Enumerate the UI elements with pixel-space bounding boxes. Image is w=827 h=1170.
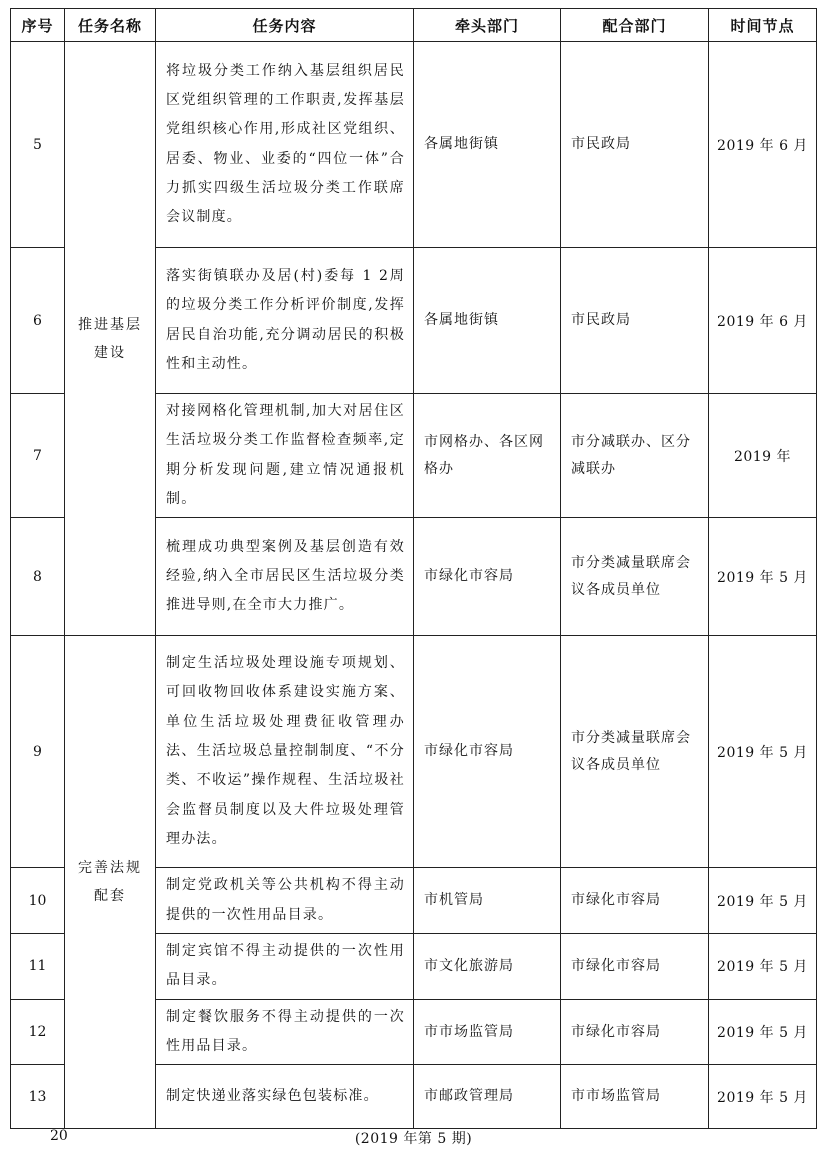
table-header-row <box>11 9 817 42</box>
header-num: 序号 <box>11 9 65 42</box>
header-task-name: 任务名称 <box>65 9 156 42</box>
row-time-node: 2019 年 6 月 <box>709 248 817 394</box>
task-table <box>10 8 817 1129</box>
row-time-node: 2019 年 5 月 <box>709 518 817 636</box>
issue-label: (2019 年第 5 期) <box>354 1131 473 1147</box>
row-num: 9 <box>11 636 65 868</box>
row-lead-dept: 市邮政管理局 <box>414 1065 561 1129</box>
row-lead-dept: 市文化旅游局 <box>414 934 561 1000</box>
row-num: 10 <box>11 868 65 934</box>
row-num: 7 <box>11 394 65 518</box>
row-coop-dept: 市绿化市容局 <box>561 868 709 934</box>
row-content: 制定党政机关等公共机构不得主动提供的一次性用品目录。 <box>156 868 414 934</box>
row-coop-dept: 市绿化市容局 <box>561 934 709 1000</box>
row-coop-dept: 市市场监管局 <box>561 1065 709 1129</box>
row-content: 制定宾馆不得主动提供的一次性用品目录。 <box>156 934 414 1000</box>
page-number: 20 <box>50 1128 68 1144</box>
row-time-node: 2019 年 6 月 <box>709 42 817 248</box>
row-content: 制定餐饮服务不得主动提供的一次性用品目录。 <box>156 999 414 1065</box>
row-coop-dept: 市民政局 <box>561 248 709 394</box>
row-time-node: 2019 年 5 月 <box>709 636 817 868</box>
row-num: 6 <box>11 248 65 394</box>
row-num: 5 <box>11 42 65 248</box>
header-coop-dept: 配合部门 <box>561 9 709 42</box>
header-time-node: 时间节点 <box>709 9 817 42</box>
table-row <box>11 42 817 248</box>
table-row <box>11 636 817 868</box>
row-content: 制定生活垃圾处理设施专项规划、可回收物回收体系建设实施方案、单位生活垃圾处理费征收管理办法、生活垃圾总量控制制度、“不分类、不收运”操作规程、生活垃圾社会监督员制度以及大件垃圾处理管理办法。 <box>156 636 414 868</box>
row-num: 13 <box>11 1065 65 1129</box>
row-num: 11 <box>11 934 65 1000</box>
row-time-node: 2019 年 5 月 <box>709 868 817 934</box>
row-time-node: 2019 年 5 月 <box>709 999 817 1065</box>
row-num: 12 <box>11 999 65 1065</box>
row-content: 制定快递业落实绿色包装标准。 <box>156 1065 414 1129</box>
row-time-node: 2019 年 5 月 <box>709 934 817 1000</box>
row-lead-dept: 市绿化市容局 <box>414 518 561 636</box>
row-coop-dept: 市分类减量联席会议各成员单位 <box>561 636 709 868</box>
row-num: 8 <box>11 518 65 636</box>
task-name-group: 完善法规配套 <box>65 636 156 1129</box>
row-coop-dept: 市分减联办、区分减联办 <box>561 394 709 518</box>
row-coop-dept: 市分类减量联席会议各成员单位 <box>561 518 709 636</box>
row-content: 落实街镇联办及居(村)委每 1 2周的垃圾分类工作分析评价制度,发挥居民自治功能,充分调动居民的积极性和主动性。 <box>156 248 414 394</box>
row-lead-dept: 各属地街镇 <box>414 248 561 394</box>
row-coop-dept: 市绿化市容局 <box>561 999 709 1065</box>
row-time-node: 2019 年 <box>709 394 817 518</box>
row-content: 对接网格化管理机制,加大对居住区生活垃圾分类工作监督检查频率,定期分析发现问题,建立情况通报机制。 <box>156 394 414 518</box>
row-lead-dept: 市绿化市容局 <box>414 636 561 868</box>
header-task-content: 任务内容 <box>156 9 414 42</box>
row-coop-dept: 市民政局 <box>561 42 709 248</box>
row-lead-dept: 市网格办、各区网格办 <box>414 394 561 518</box>
header-lead-dept: 牵头部门 <box>414 9 561 42</box>
row-lead-dept: 市机管局 <box>414 868 561 934</box>
task-name-group: 推进基层建设 <box>65 42 156 636</box>
row-lead-dept: 市市场监管局 <box>414 999 561 1065</box>
row-time-node: 2019 年 5 月 <box>709 1065 817 1129</box>
row-content: 将垃圾分类工作纳入基层组织居民区党组织管理的工作职责,发挥基层党组织核心作用,形成社区党组织、居委、物业、业委的“四位一体”合力抓实四级生活垃圾分类工作联席会议制度。 <box>156 42 414 248</box>
row-lead-dept: 各属地街镇 <box>414 42 561 248</box>
row-content: 梳理成功典型案例及基层创造有效经验,纳入全市居民区生活垃圾分类推进导则,在全市大力推广。 <box>156 518 414 636</box>
